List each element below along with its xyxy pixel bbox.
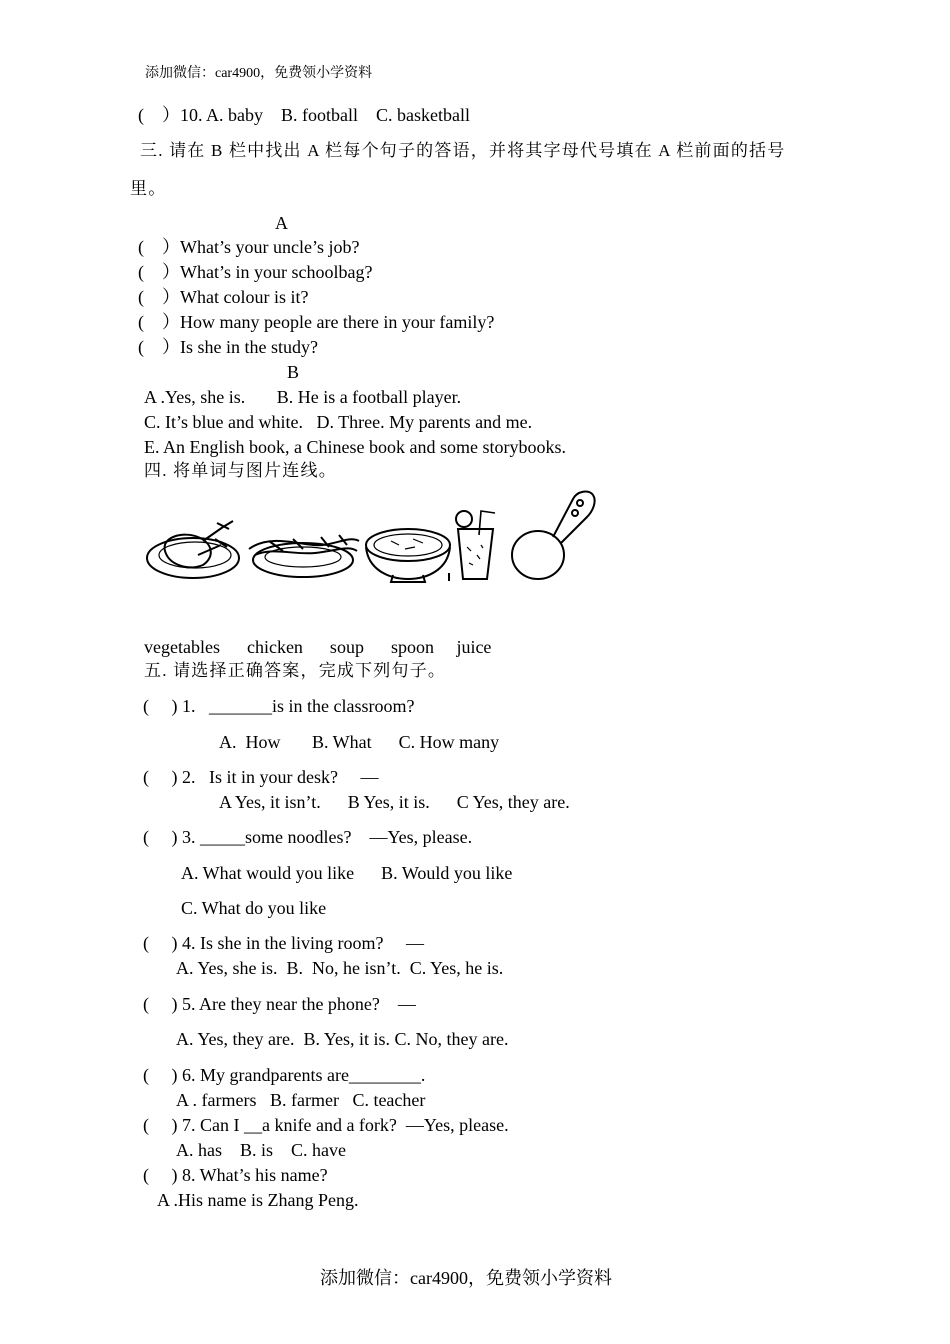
section-3-title: 三. 请在 B 栏中找出 A 栏每个句子的答语，并将其字母代号填在 A 栏前面的括号 [140,141,786,160]
options-line: C. What do you like [181,898,327,918]
a-item: ( ）What’s your uncle’s job? [138,237,360,257]
question-line: ( ) 1. _______is in the classroom? [143,696,415,716]
options-line: A . farmers B. farmer C. teacher [176,1090,426,1110]
options-line: A. What would you like B. Would you like [181,863,513,883]
question-line: ( ) 5. Are they near the phone? — [143,994,416,1014]
a-item: ( ）What colour is it? [138,287,309,307]
b-line: A .Yes, she is. B. He is a football player. [144,387,462,407]
question-line: ( ) 2. Is it in your desk? — [143,767,379,787]
options-line: A. Yes, she is. B. No, he isn’t. C. Yes, he is. [176,958,504,978]
soup-bowl-image [366,529,450,582]
spoon-image [512,492,595,579]
question-line: ( ) 6. My grandparents are________. [143,1065,426,1085]
column-b-label: B [287,362,300,382]
question-10: ( ）10. A. baby B. football C. basketball [138,105,470,125]
options-line: A Yes, it isn’t. B Yes, it is. C Yes, they are. [219,792,570,812]
options-line: A. Yes, they are. B. Yes, it is. C. No, they are. [176,1029,509,1049]
juice-glass-image [449,511,495,581]
page-footer: 添加微信：car4900，免费领小学资料 [320,1268,612,1288]
question-line: ( ) 8. What’s his name? [143,1165,328,1185]
question-line: ( ) 4. Is she in the living room? — [143,933,424,953]
question-line: ( ) 3. _____some noodles? —Yes, please. [143,827,473,847]
options-line: A. How B. What C. How many [219,732,500,752]
a-item: ( ）How many people are there in your family? [138,312,495,332]
options-line: A. has B. is C. have [176,1140,346,1160]
a-item: ( ）What’s in your schoolbag? [138,262,373,282]
vegetables-plate-image [249,535,359,577]
section-3-title-cont: 里。 [130,179,167,198]
a-item: ( ）Is she in the study? [138,337,318,357]
section-4-words: vegetables chicken soup spoon juice [144,637,492,657]
options-line: A .His name is Zhang Peng. [157,1190,359,1210]
chicken-plate-image [147,521,239,578]
b-line: C. It’s blue and white. D. Three. My parents and me. [144,412,533,432]
page-header: 添加微信：car4900，免费领小学资料 [145,66,373,81]
food-pictures [143,485,598,583]
section-5-title: 五. 请选择正确答案，完成下列句子。 [144,661,447,680]
b-line: E. An English book, a Chinese book and some storybooks. [144,437,566,457]
question-line: ( ) 7. Can I __a knife and a fork? —Yes, please. [143,1115,509,1135]
column-a-label: A [275,213,288,233]
section-4-title: 四. 将单词与图片连线。 [144,461,337,480]
